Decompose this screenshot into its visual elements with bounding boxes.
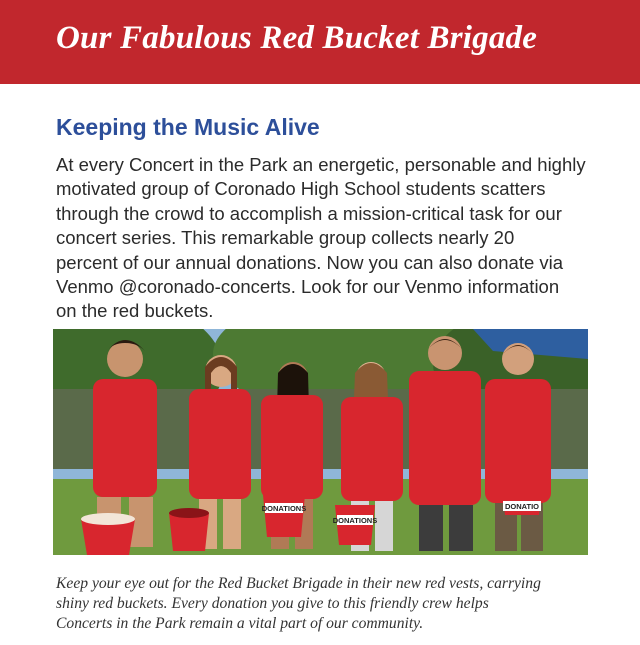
caption-line: shiny red buckets. Every donation you give to this friendly crew helps bbox=[56, 595, 489, 613]
page-title: Our Fabulous Red Bucket Brigade bbox=[56, 20, 538, 56]
caption-line: Concerts in the Park remain a vital part of our community. bbox=[56, 615, 424, 633]
section-heading: Keeping the Music Alive bbox=[56, 114, 320, 140]
red-bucket bbox=[333, 505, 377, 545]
title-banner bbox=[0, 0, 640, 84]
body-line: At every Concert in the Park an energetic, personable and highly bbox=[56, 154, 586, 175]
bucket-label: DONATIO bbox=[504, 502, 540, 511]
bucket-label: DONATIONS bbox=[332, 516, 378, 525]
red-bucket bbox=[169, 508, 209, 551]
photo-illustration bbox=[53, 329, 588, 555]
red-bucket bbox=[501, 475, 543, 515]
body-line: through the crowd to accomplish a mission-critical task for our bbox=[56, 202, 562, 224]
body-line: percent of our annual donations. Now you can also donate via bbox=[56, 251, 564, 273]
bucket-label: DONATIONS bbox=[261, 504, 307, 513]
body-line: on the red buckets. bbox=[56, 300, 214, 322]
group-photo bbox=[53, 329, 588, 555]
body-line: Venmo @coronado-concerts. Look for our Venmo information bbox=[56, 276, 560, 298]
body-line: motivated group of Coronado High School students scatters bbox=[56, 178, 546, 200]
caption-line: Keep your eye out for the Red Bucket Brigade in their new red vests, carrying bbox=[56, 575, 541, 592]
red-bucket bbox=[81, 513, 135, 555]
photo-caption bbox=[56, 574, 616, 635]
article-body bbox=[56, 153, 616, 324]
body-line: concert series. This remarkable group collects nearly 20 bbox=[56, 227, 515, 249]
red-bucket bbox=[262, 495, 306, 537]
